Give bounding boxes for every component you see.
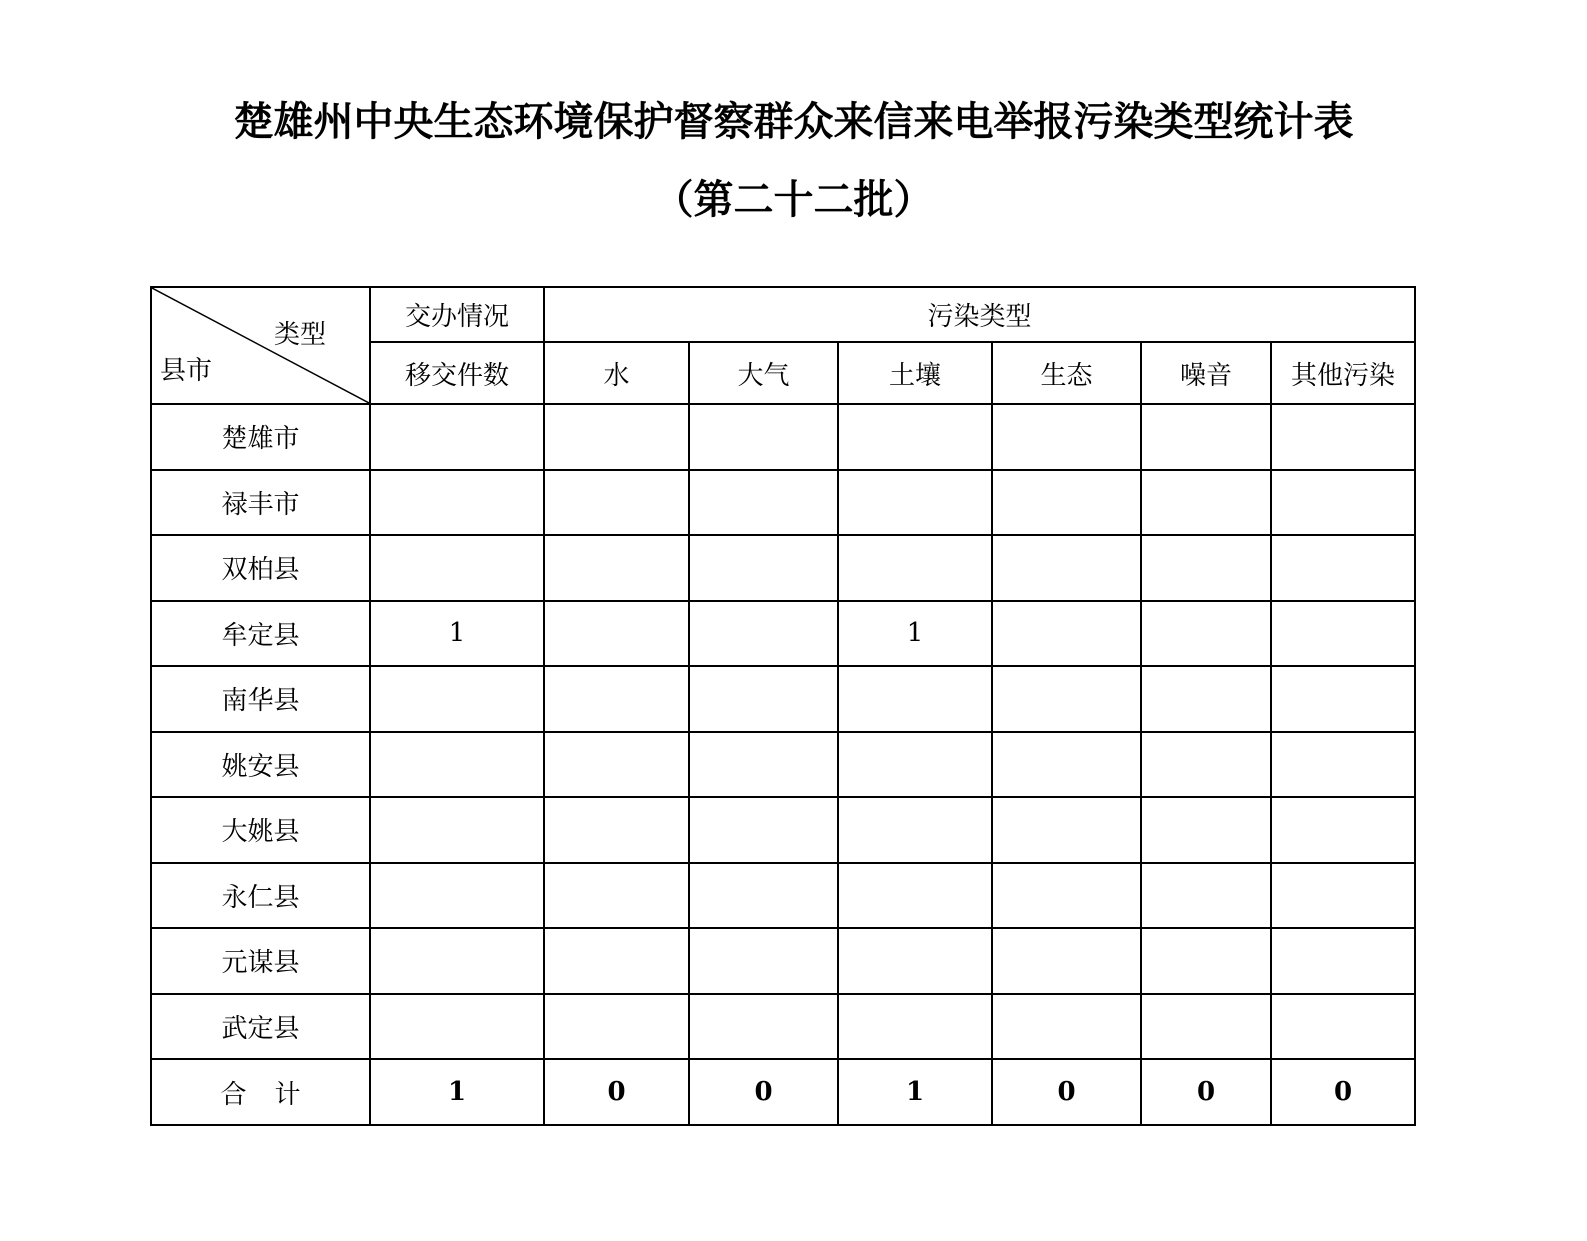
- data-cell: [370, 863, 544, 929]
- data-cell: [838, 535, 992, 601]
- county-name-cell: 双柏县: [151, 535, 370, 601]
- county-name-cell: 武定县: [151, 994, 370, 1060]
- data-cell: [992, 470, 1141, 536]
- total-cell: 0: [1141, 1059, 1271, 1125]
- data-cell: [1141, 666, 1271, 732]
- county-name-cell: 楚雄市: [151, 404, 370, 470]
- data-cell: [992, 797, 1141, 863]
- county-name-cell: 姚安县: [151, 732, 370, 798]
- data-cell: [544, 928, 689, 994]
- data-cell: [1271, 928, 1415, 994]
- data-cell: [1271, 601, 1415, 667]
- column-header: 水: [544, 342, 689, 404]
- table-row: [151, 535, 1415, 601]
- county-name-cell: 永仁县: [151, 863, 370, 929]
- data-cell: [838, 994, 992, 1060]
- data-cell: [689, 928, 838, 994]
- data-cell: [544, 863, 689, 929]
- data-cell: [1141, 732, 1271, 798]
- table-row: [151, 994, 1415, 1060]
- data-cell: [1271, 994, 1415, 1060]
- data-cell: [1141, 470, 1271, 536]
- total-cell: 0: [689, 1059, 838, 1125]
- total-cell: 0: [992, 1059, 1141, 1125]
- data-cell: [544, 470, 689, 536]
- data-cell: 1: [838, 601, 992, 667]
- data-cell: [1271, 535, 1415, 601]
- group-header-pollution: 污染类型: [544, 287, 1415, 342]
- page-title: 楚雄州中央生态环境保护督察群众来信来电举报污染类型统计表: [233, 98, 1354, 145]
- data-cell: [838, 666, 992, 732]
- data-cell: [544, 535, 689, 601]
- data-cell: [1271, 666, 1415, 732]
- data-cell: [992, 601, 1141, 667]
- county-name-cell: 牟定县: [151, 601, 370, 667]
- table-row: [151, 863, 1415, 929]
- data-cell: [370, 994, 544, 1060]
- data-cell: [992, 863, 1141, 929]
- data-cell: [992, 994, 1141, 1060]
- data-cell: [689, 404, 838, 470]
- data-cell: [838, 928, 992, 994]
- data-cell: [370, 928, 544, 994]
- table-row: [151, 601, 1415, 667]
- data-cell: [992, 732, 1141, 798]
- data-cell: [689, 863, 838, 929]
- page-subtitle: （第二十二批）: [653, 176, 934, 223]
- county-name-cell: 大姚县: [151, 797, 370, 863]
- table-row: [151, 404, 1415, 470]
- data-cell: 1: [370, 601, 544, 667]
- data-cell: [544, 404, 689, 470]
- data-cell: [689, 666, 838, 732]
- data-cell: [1271, 404, 1415, 470]
- data-cell: [992, 928, 1141, 994]
- data-cell: [1271, 732, 1415, 798]
- total-label-cell: [151, 1059, 370, 1125]
- data-cell: [838, 732, 992, 798]
- data-cell: [838, 863, 992, 929]
- data-cell: [544, 994, 689, 1060]
- table-row: [151, 666, 1415, 732]
- table-row: [151, 928, 1415, 994]
- table-row: [151, 797, 1415, 863]
- total-cell: 0: [544, 1059, 689, 1125]
- column-header: 大气: [689, 342, 838, 404]
- data-cell: [370, 404, 544, 470]
- data-cell: [1141, 797, 1271, 863]
- data-cell: [838, 470, 992, 536]
- data-cell: [1271, 863, 1415, 929]
- total-cell: 1: [838, 1059, 992, 1125]
- data-cell: [1141, 535, 1271, 601]
- column-header: 噪音: [1141, 342, 1271, 404]
- column-header: 土壤: [838, 342, 992, 404]
- data-cell: [544, 601, 689, 667]
- data-cell: [544, 797, 689, 863]
- corner-type-label: 类型: [274, 320, 327, 350]
- data-cell: [689, 994, 838, 1060]
- data-cell: [992, 404, 1141, 470]
- data-cell: [370, 535, 544, 601]
- column-header: 其他污染: [1271, 342, 1415, 404]
- data-cell: [838, 797, 992, 863]
- corner-header-cell: [151, 287, 370, 404]
- data-cell: [1271, 797, 1415, 863]
- county-name-cell: 南华县: [151, 666, 370, 732]
- table-row: [151, 470, 1415, 536]
- data-cell: [689, 470, 838, 536]
- data-cell: [544, 666, 689, 732]
- data-cell: [992, 666, 1141, 732]
- data-cell: [1141, 601, 1271, 667]
- data-cell: [992, 535, 1141, 601]
- data-cell: [370, 732, 544, 798]
- data-cell: [689, 535, 838, 601]
- data-cell: [544, 732, 689, 798]
- column-header: 移交件数: [370, 342, 544, 404]
- corner-county-label: 县市: [160, 356, 213, 386]
- data-cell: [1271, 470, 1415, 536]
- data-cell: [689, 797, 838, 863]
- data-cell: [1141, 928, 1271, 994]
- total-label: 合计: [220, 1079, 329, 1110]
- data-cell: [1141, 863, 1271, 929]
- column-header: 生态: [992, 342, 1141, 404]
- data-cell: [370, 666, 544, 732]
- table-row: [151, 732, 1415, 798]
- data-cell: [370, 470, 544, 536]
- data-cell: [689, 732, 838, 798]
- header-row-groups: [151, 287, 1415, 342]
- data-cell: [689, 601, 838, 667]
- county-name-cell: 元谋县: [151, 928, 370, 994]
- group-header-assignment: 交办情况: [370, 287, 544, 342]
- county-name-cell: 禄丰市: [151, 470, 370, 536]
- data-cell: [370, 797, 544, 863]
- data-cell: [838, 404, 992, 470]
- total-cell: 0: [1271, 1059, 1415, 1125]
- total-row: [151, 1059, 1415, 1125]
- statistics-table: [150, 286, 1416, 1126]
- data-cell: [1141, 994, 1271, 1060]
- total-cell: 1: [370, 1059, 544, 1125]
- data-cell: [1141, 404, 1271, 470]
